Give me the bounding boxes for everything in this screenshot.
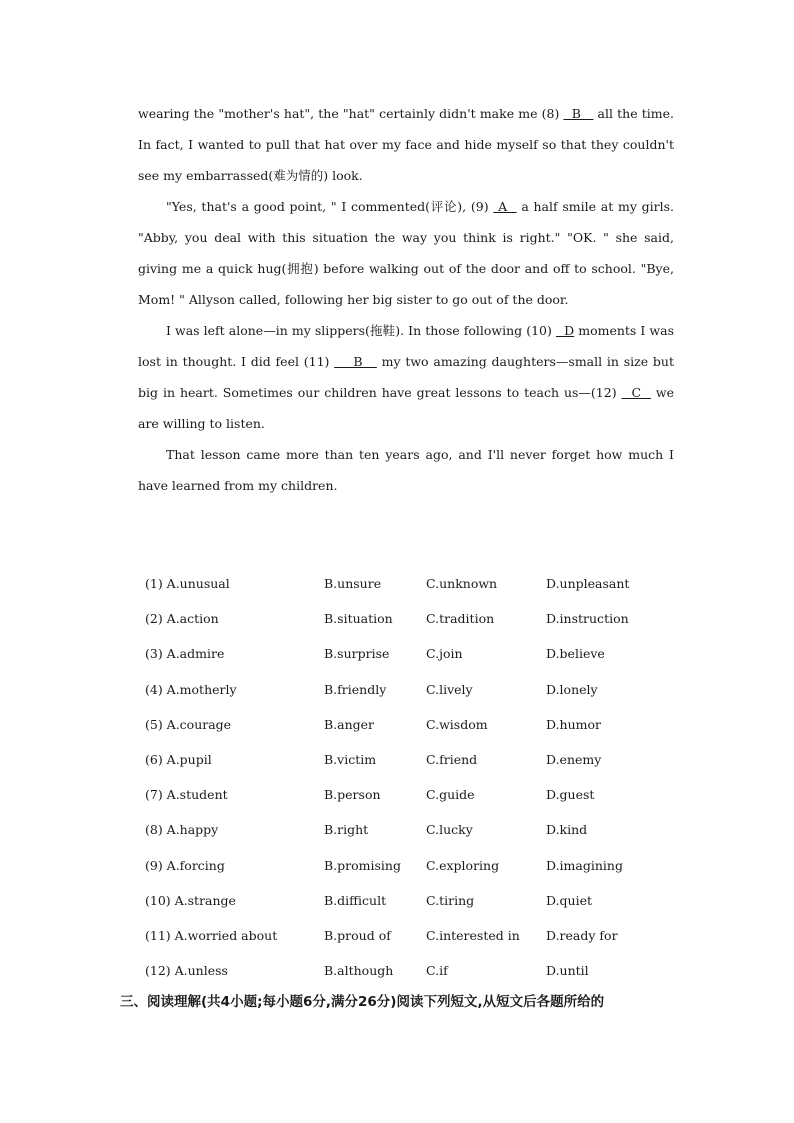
text-segment: wearing the "mother's hat", the "hat" certainly didn't make me (8) [138, 106, 564, 121]
option-a: (9) A.forcing [145, 857, 225, 873]
option-row [145, 953, 685, 988]
option-c: C.wisdom [426, 716, 488, 732]
option-c: C.tradition [426, 611, 495, 627]
text-segment: a half smile at my girls. "Abby, you deal with this situation the way you think is right." "OK. " she said, giving me a quick hug(拥抱) before walking out of the door and off to school. "Bye, Mom! " Allyson called, following her big sister to go out of the door. [138, 199, 674, 307]
option-row [145, 636, 685, 671]
option-d: D.enemy [546, 752, 602, 768]
paragraph-2 [138, 191, 674, 315]
option-b: B.although [324, 963, 394, 979]
answer-blank-11: B [334, 354, 377, 369]
text-segment: I was left alone—in my slippers(拖鞋). In those following (10) [166, 323, 556, 338]
option-row [145, 918, 685, 953]
option-c: C.interested in [426, 927, 520, 943]
option-d: D.instruction [546, 611, 629, 627]
option-a: (1) A.unusual [145, 576, 230, 592]
option-c: C.lively [426, 681, 473, 697]
option-a: (6) A.pupil [145, 752, 212, 768]
text-segment: we are willing to listen. [138, 385, 674, 431]
option-b: B.anger [324, 716, 375, 732]
option-row [145, 777, 685, 812]
option-d: D.imagining [546, 857, 623, 873]
option-d: D.believe [546, 646, 605, 662]
option-b: B.person [324, 787, 381, 803]
text-segment: "Yes, that's a good point, " I commented(评论), (9) [166, 199, 494, 214]
option-b: B.victim [324, 752, 377, 768]
option-d: D.ready for [546, 927, 618, 943]
option-b: B.difficult [324, 892, 387, 908]
option-d: D.kind [546, 822, 588, 838]
option-d: D.unpleasant [546, 576, 630, 592]
option-a: (8) A.happy [145, 822, 219, 838]
option-row [145, 812, 685, 847]
option-a: (2) A.action [145, 611, 219, 627]
option-d: D.quiet [546, 892, 593, 908]
option-a: (7) A.student [145, 787, 228, 803]
answer-blank-10: D [555, 323, 575, 338]
option-c: C.friend [426, 752, 478, 768]
option-c: C.unknown [426, 576, 498, 592]
answer-blank-8: B [563, 106, 594, 121]
option-a: (11) A.worried about [145, 927, 278, 943]
option-a: (10) A.strange [145, 892, 236, 908]
option-c: C.exploring [426, 857, 500, 873]
option-row [145, 742, 685, 777]
option-b: B.situation [324, 611, 393, 627]
option-row [145, 707, 685, 742]
answer-blank-9: A [493, 199, 517, 214]
option-row [145, 883, 685, 918]
section-heading: 三、阅读理解(共4小题;每小题6分,满分26分)阅读下列短文,从短文后各题所给的 [120, 994, 605, 1010]
option-row [145, 672, 685, 707]
text-segment: all the time. In fact, I wanted to pull that hat over my face and hide myself so that they couldn't see my embarrassed(难为情的) look. [138, 106, 674, 183]
cloze-passage [138, 98, 674, 501]
paragraph-3 [138, 315, 674, 439]
option-d: D.guest [546, 787, 595, 803]
options-list [145, 566, 685, 988]
option-d: D.lonely [546, 681, 598, 697]
option-row [145, 566, 685, 601]
option-b: B.proud of [324, 927, 391, 943]
paragraph-4: That lesson came more than ten years ago, and I'll never forget how much I have learned from my children. [138, 447, 674, 493]
answer-blank-12: C [621, 385, 651, 400]
text-segment: my two amazing daughters—small in size but big in heart. Sometimes our children have great lessons to teach us—(12) [138, 354, 674, 400]
option-d: D.humor [546, 716, 602, 732]
option-a: (12) A.unless [145, 963, 228, 979]
option-a: (3) A.admire [145, 646, 225, 662]
option-c: C.tiring [426, 892, 475, 908]
option-c: C.join [426, 646, 463, 662]
option-a: (5) A.courage [145, 716, 232, 732]
option-d: D.until [546, 963, 589, 979]
paragraph-1 [138, 98, 674, 191]
option-row [145, 848, 685, 883]
option-a: (4) A.motherly [145, 681, 237, 697]
option-c: C.guide [426, 787, 475, 803]
text-segment: moments I was lost in thought. I did feel (11) [138, 323, 674, 369]
option-b: B.surprise [324, 646, 390, 662]
option-c: C.if [426, 963, 448, 979]
option-b: B.promising [324, 857, 401, 873]
option-b: B.right [324, 822, 369, 838]
option-b: B.unsure [324, 576, 382, 592]
option-row [145, 601, 685, 636]
option-b: B.friendly [324, 681, 387, 697]
option-c: C.lucky [426, 822, 473, 838]
